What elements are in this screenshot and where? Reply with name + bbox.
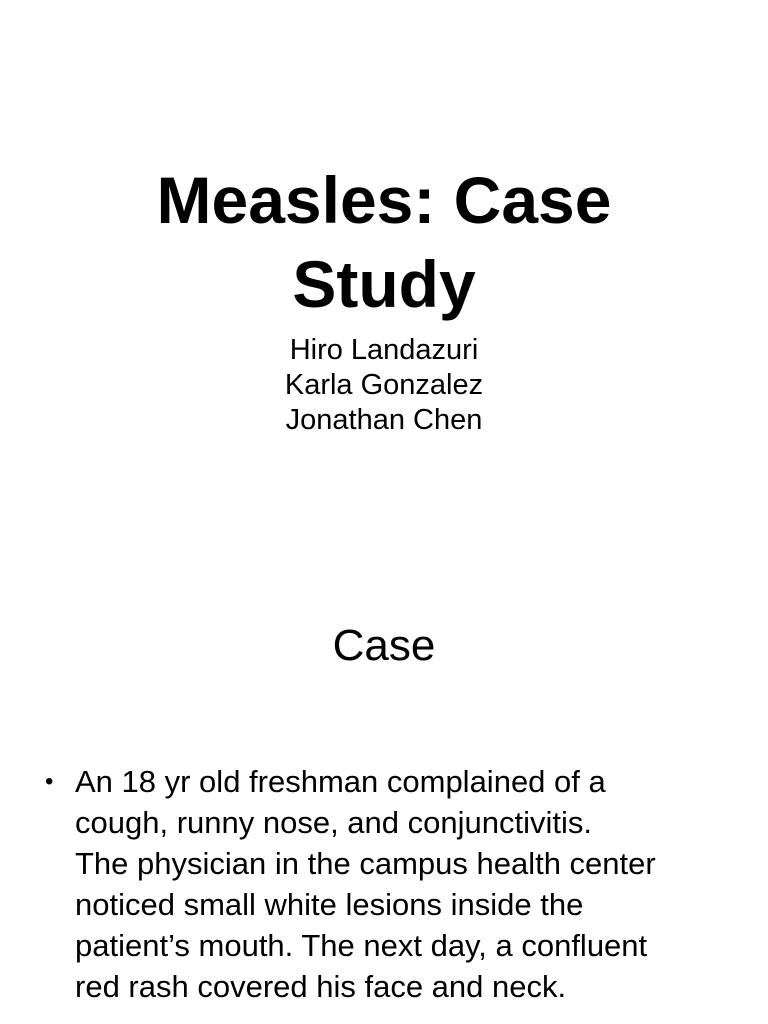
bullet-icon: •	[45, 768, 54, 795]
bullet-line: cough, runny nose, and conjunctivitis.	[75, 805, 592, 840]
bullet-item	[45, 761, 735, 1007]
bullet-line: red rash covered his face and neck.	[75, 969, 567, 1004]
title-line: Measles: Case	[156, 163, 612, 237]
title-line: Study	[292, 247, 476, 321]
slide-heading: Case	[332, 621, 436, 670]
bullet-list	[45, 761, 735, 1007]
slide-case	[0, 512, 768, 1024]
slide-title-heading	[0, 158, 768, 326]
bullet-line: The physician in the campus health center	[75, 846, 656, 881]
author-list	[0, 333, 768, 438]
bullet-line: patient’s mouth. The next day, a confluent	[75, 928, 648, 963]
author-name: Hiro Landazuri	[289, 334, 479, 366]
bullet-line: noticed small white lesions inside the	[75, 887, 584, 922]
author-name: Karla Gonzalez	[284, 369, 484, 401]
author-name: Jonathan Chen	[285, 404, 483, 436]
bullet-line: An 18 yr old freshman complained of a	[75, 764, 606, 799]
